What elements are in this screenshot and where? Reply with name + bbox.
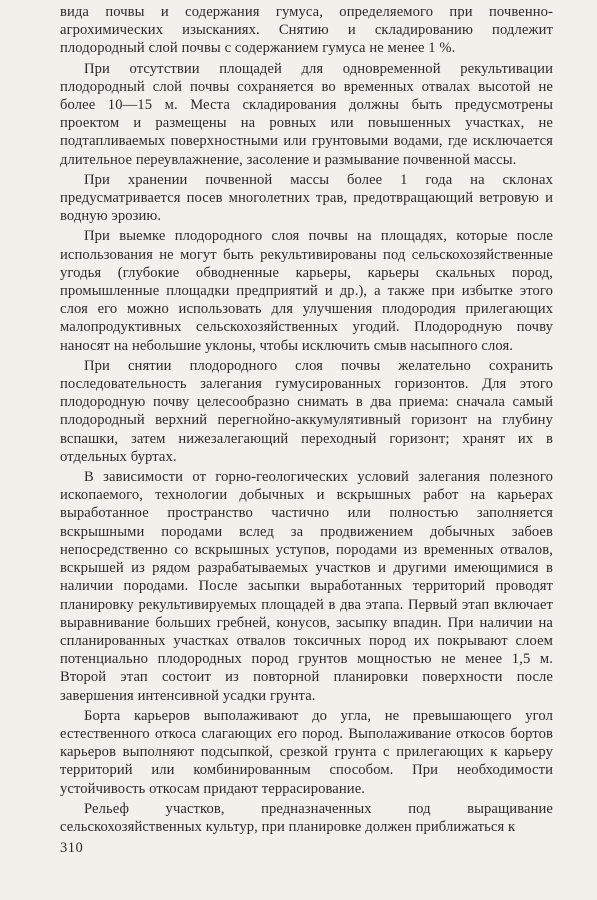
paragraph-4: При выемке плодородного слоя почвы на площадях, которые после использования не могут быть рекультивированы под сельскохозяйственные угодья (глубокие обводненные карьеры, карьеры скальных пород, промышленные площадки предприятий и др.), а также при избытке этого слоя его можно использовать для улучшения плодородия прилегающих малопродуктивных сельскохозяйственных угодий. Плодородную почву наносят на небольшие уклоны, чтобы исключить смыв насыпного слоя. [60, 228, 553, 354]
paragraph-7: Борта карьеров выполаживают до угла, не превышающего угол естественного откоса слагающих его пород. Выполаживание откосов бортов карьеров выполняют подсыпкой, срезкой грунта с прилегающих к карьеру территорий или комбинированным способом. При необходимости устойчивость откосам придают террасирование. [60, 707, 553, 797]
paragraph-3: При хранении почвенной массы более 1 года на склонах предусматривается посев многолетних трав, предотвращающий ветровую и водную эрозию. [60, 171, 553, 225]
paragraph-6: В зависимости от горно-геологических условий залегания полезного ископаемого, технологии добычных и вскрышных работ на карьерах выработанное пространство частично или полностью заполняется вскрышными породами вслед за продвижением добычных забоев непосредственно со вскрышных уступов, породами из временных отвалов, вскрышей из рядом разрабатываемых участков и другими имеющимися в наличии породами. После засыпки выработанных территорий проводят планировку рекультивируемых площадей в два этапа. Первый этап включает выравнивание больших гребней, конусов, засыпку впадин. При наличии на спланированных участках отвалов токсичных пород их покрывают слоем потенциально плодородных пород грунтов мощностью не менее 1,5 м. Второй этап состоит из повторной планировки поверхности после завершения интенсивной усадки грунта. [60, 469, 553, 704]
paragraph-1: вида почвы и содержания гумуса, определяемого при почвенно-агрохимических изысканиях. Снятию и складированию подлежит плодородный слой почвы с содержанием гумуса не менее 1 %. [60, 4, 553, 57]
paragraph-5: При снятии плодородного слоя почвы желательно сохранить последовательность залегания гумусированных горизонтов. Для этого плодородную почву целесообразно снимать в два приема: сначала самый плодородный верхний перегнойно-аккумулятивный горизонт на глубину вспашки, затем нижезалегающий переходный горизонт; хранят их в отдельных буртах. [60, 357, 553, 465]
paragraph-8: Рельеф участков, предназначенных под выращивание сельскохозяйственных культур, при планировке должен приближаться к [60, 800, 553, 835]
page-number: 310 [60, 840, 84, 856]
page-body [60, 3, 553, 836]
paragraph-2: При отсутствии площадей для одновременной рекультивации плодородный слой почвы сохраняется во временных отвалах высотой не более 10—15 м. Места складирования должны быть предусмотрены проектом и размещены на ровных или повышенных участках, не подтапливаемых поверхностными или грунтовыми водами, где исключается длительное переувлажнение, засоление и размывание почвенной массы. [60, 60, 553, 168]
